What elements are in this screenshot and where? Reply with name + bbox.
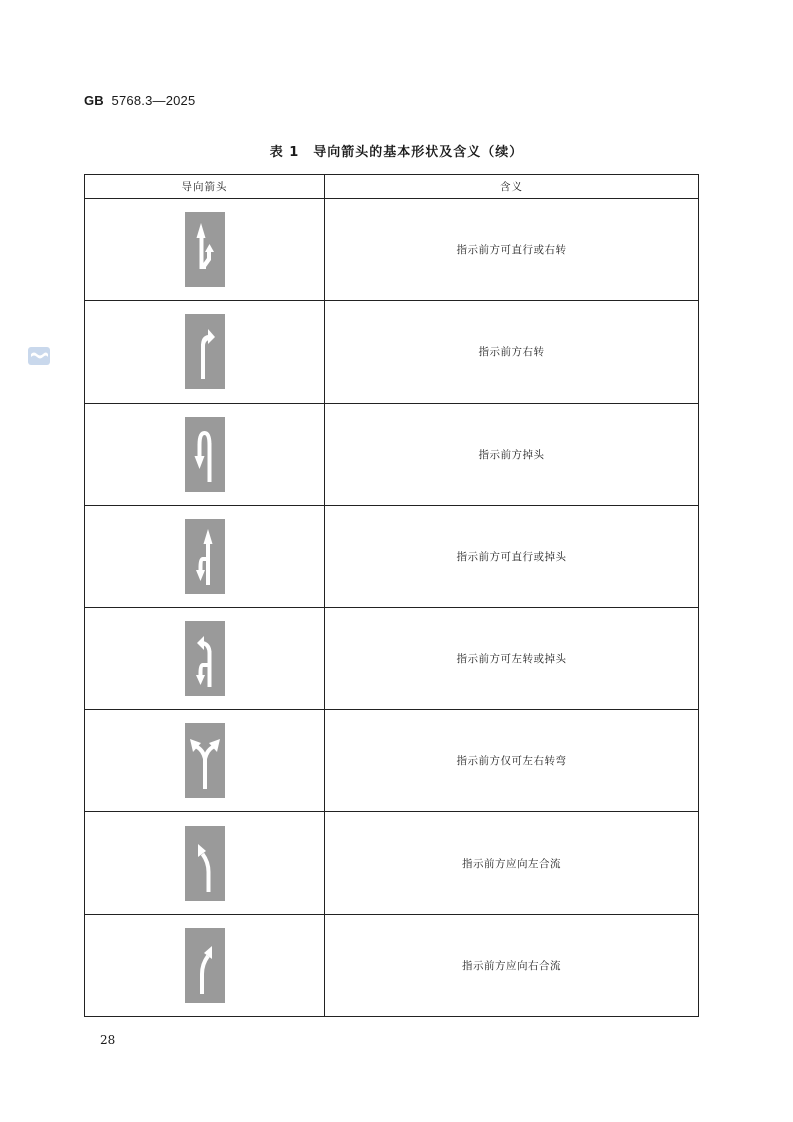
arrow-cell — [85, 199, 325, 301]
arrow-cell — [85, 505, 325, 607]
merge-right-arrow-icon — [185, 928, 225, 1003]
column-header-meaning: 含义 — [325, 175, 699, 199]
right-turn-arrow-icon — [185, 314, 225, 389]
straight-or-u-turn-arrow-icon — [185, 519, 225, 594]
table-row — [85, 505, 699, 607]
table-row — [85, 403, 699, 505]
left-turn-or-u-turn-arrow-icon — [185, 621, 225, 696]
meaning-cell: 指示前方可左转或掉头 — [325, 607, 699, 709]
standard-code-prefix: GB — [84, 93, 104, 108]
table-caption: 表 1 导向箭头的基本形状及含义（续） — [269, 145, 524, 160]
meaning-cell: 指示前方仅可左右转弯 — [325, 710, 699, 812]
standard-code-number: 5768.3—2025 — [111, 93, 196, 108]
sac-logo-icon — [28, 347, 50, 365]
straight-or-right-turn-arrow-icon — [185, 212, 225, 287]
meaning-cell: 指示前方应向左合流 — [325, 812, 699, 914]
arrow-cell — [85, 403, 325, 505]
arrow-cell — [85, 607, 325, 709]
table-row — [85, 914, 699, 1016]
merge-left-arrow-icon — [185, 826, 225, 901]
table-row — [85, 812, 699, 914]
standard-code — [84, 93, 195, 108]
u-turn-arrow-icon — [185, 417, 225, 492]
arrow-cell — [85, 812, 325, 914]
table-header-row — [85, 175, 699, 199]
table-row — [85, 199, 699, 301]
guide-arrow-table — [84, 174, 699, 1017]
meaning-cell: 指示前方可直行或右转 — [325, 199, 699, 301]
left-right-only-arrow-icon — [185, 723, 225, 798]
meaning-cell: 指示前方应向右合流 — [325, 914, 699, 1016]
page-number: 28 — [100, 1033, 116, 1047]
arrow-cell — [85, 301, 325, 403]
meaning-cell: 指示前方可直行或掉头 — [325, 505, 699, 607]
table-row — [85, 710, 699, 812]
arrow-cell — [85, 710, 325, 812]
meaning-cell: 指示前方右转 — [325, 301, 699, 403]
table-row — [85, 607, 699, 709]
table-row — [85, 301, 699, 403]
meaning-cell: 指示前方掉头 — [325, 403, 699, 505]
arrow-cell — [85, 914, 325, 1016]
column-header-arrow: 导向箭头 — [85, 175, 325, 199]
